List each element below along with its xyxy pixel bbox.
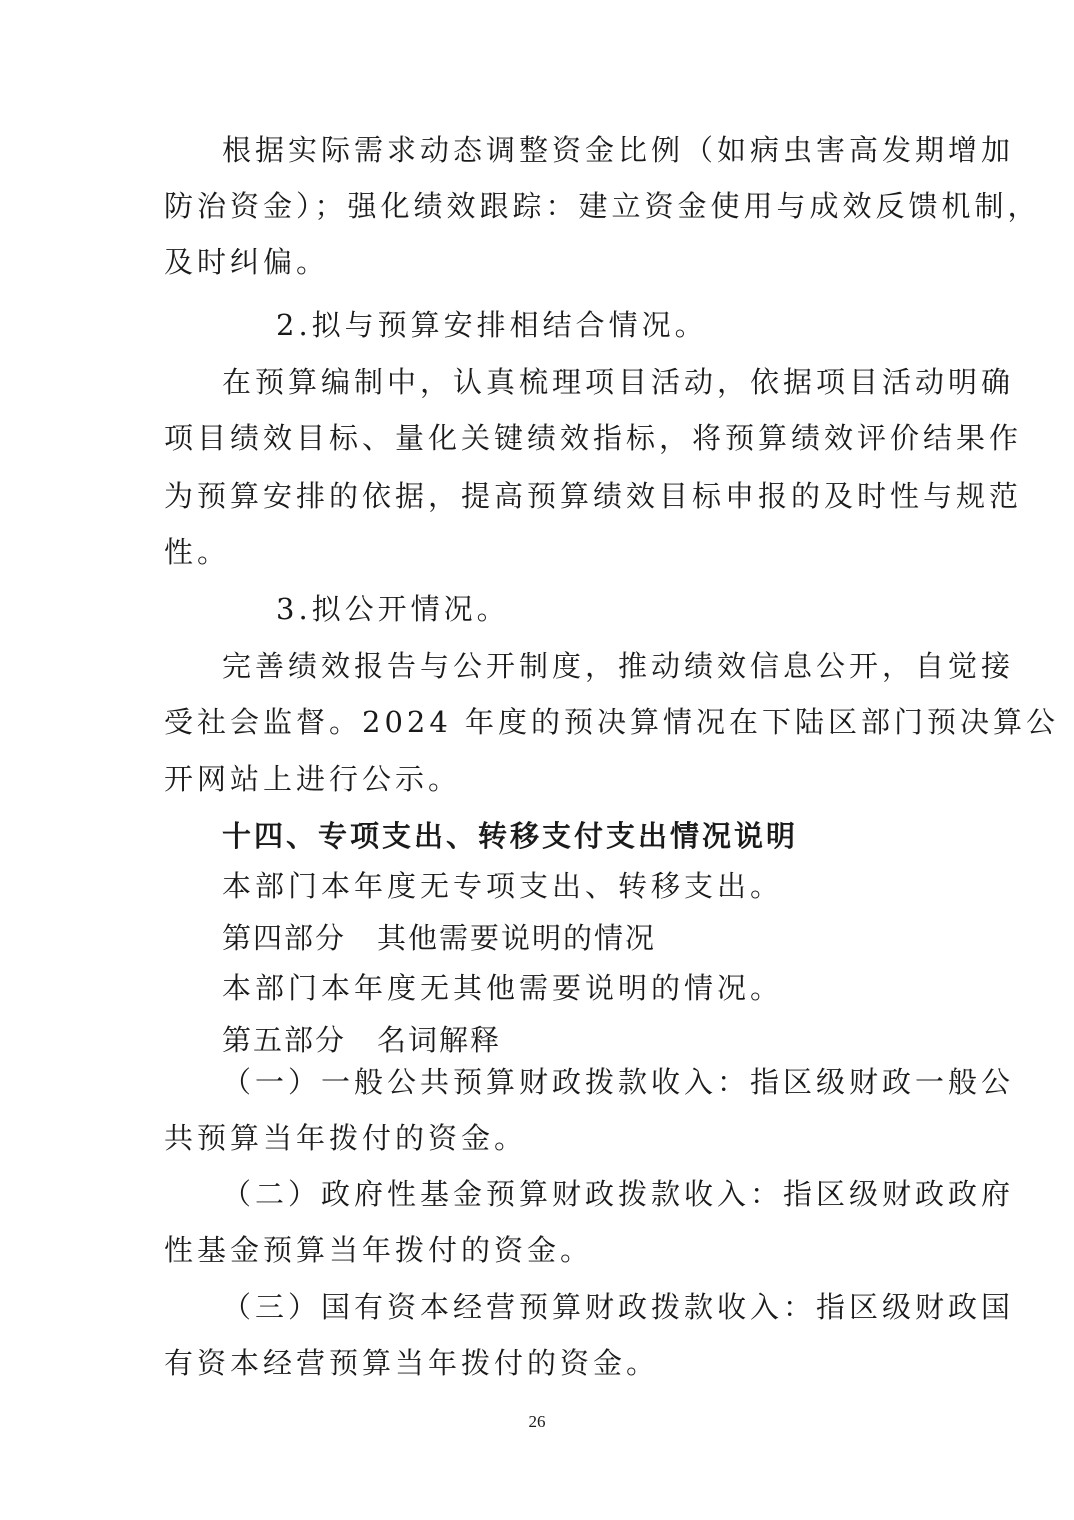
section-heading: 十四、专项支出、转移支付支出情况说明 [222, 819, 799, 853]
paragraph-line: 防治资金）；强化绩效跟踪：建立资金使用与成效反馈机制， [164, 189, 1041, 223]
definition-line: （一）一般公共预算财政拨款收入：指区级财政一般公 [222, 1065, 1015, 1099]
paragraph-line: 性。 [164, 535, 231, 569]
subsection-title: 3.拟公开情况。 [276, 592, 510, 626]
part-heading: 第四部分 其他需要说明的情况 [222, 921, 657, 955]
definition-line: （二）政府性基金预算财政拨款收入：指区级财政政府 [222, 1177, 1015, 1211]
definition-line: 有资本经营预算当年拨付的资金。 [164, 1346, 660, 1380]
page-number: 26 [528, 1412, 546, 1431]
paragraph-line: 开网站上进行公示。 [164, 762, 462, 796]
definition-line: 共预算当年拨付的资金。 [164, 1121, 528, 1155]
paragraph-line: 受社会监督。2024 年度的预决算情况在下陆区部门预决算公 [164, 705, 1060, 739]
subsection-title: 2.拟与预算安排相结合情况。 [276, 308, 708, 342]
paragraph-line: 项目绩效目标、量化关键绩效指标，将预算绩效评价结果作 [164, 421, 1023, 455]
paragraph-line: 在预算编制中，认真梳理项目活动，依据项目活动明确 [222, 365, 1015, 399]
definition-line: 性基金预算当年拨付的资金。 [164, 1233, 594, 1267]
paragraph-line: 本部门本年度无专项支出、转移支出。 [222, 869, 784, 903]
paragraph-line: 为预算安排的依据，提高预算绩效目标申报的及时性与规范 [164, 479, 1023, 513]
definition-line: （三）国有资本经营预算财政拨款收入：指区级财政国 [222, 1290, 1015, 1324]
paragraph-line: 本部门本年度无其他需要说明的情况。 [222, 971, 784, 1005]
paragraph-line: 根据实际需求动态调整资金比例（如病虫害高发期增加 [222, 133, 1015, 167]
part-heading: 第五部分 名词解释 [222, 1023, 502, 1057]
paragraph-line: 完善绩效报告与公开制度，推动绩效信息公开，自觉接 [222, 649, 1015, 683]
paragraph-line: 及时纠偏。 [164, 245, 330, 279]
